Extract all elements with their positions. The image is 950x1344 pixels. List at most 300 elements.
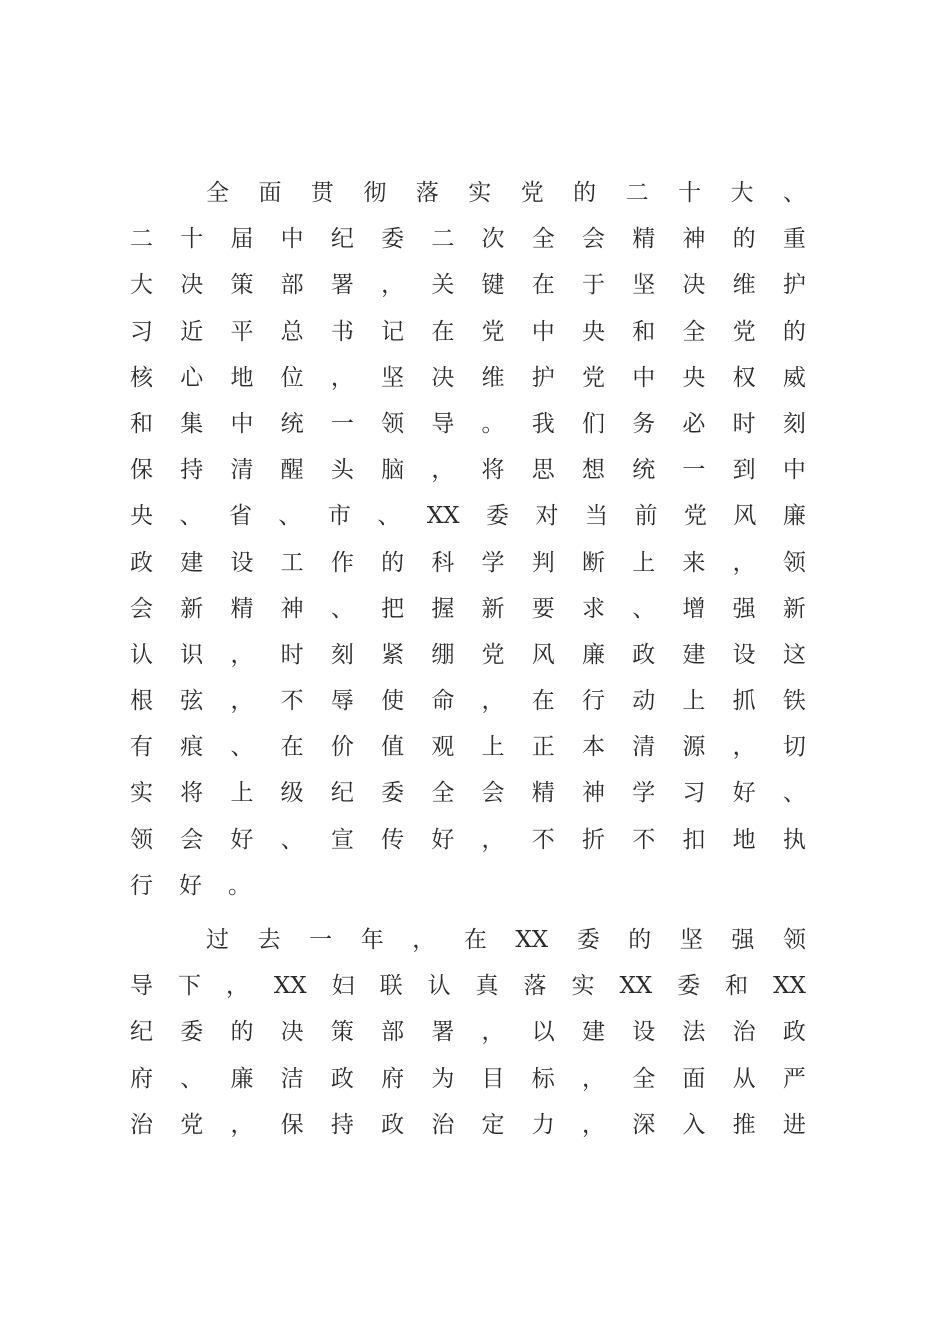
text-token: 一 (682, 457, 706, 484)
text-token: 、 (330, 595, 354, 622)
text-token: 十 (180, 226, 204, 253)
text-token: ， (412, 927, 436, 953)
text-token: 二 (130, 226, 153, 253)
text-token: ， (481, 688, 505, 715)
text-token: 正 (531, 734, 555, 761)
text-token: 神 (581, 780, 605, 807)
text-token: 当 (584, 503, 608, 530)
text-token: 设 (230, 549, 254, 576)
text-token: 进 (782, 1111, 806, 1138)
text-token: 头 (330, 457, 354, 484)
text-token: 、 (782, 780, 806, 807)
text-token: 求 (581, 595, 605, 622)
text-token: 上 (682, 688, 706, 715)
text-token: 领 (381, 410, 405, 437)
text-token: 科 (431, 549, 455, 576)
text-line (130, 1056, 806, 1102)
text-token: 键 (481, 272, 505, 299)
text-token: 去 (257, 927, 281, 953)
text-token: 全 (531, 226, 555, 253)
text-token: 、 (782, 180, 806, 206)
text-token: 领 (130, 826, 153, 853)
text-token: 价 (330, 734, 354, 761)
text-token: 绷 (431, 641, 455, 668)
text-token: 学 (632, 780, 656, 807)
text-token: 央 (682, 364, 706, 391)
text-token: XX (515, 927, 549, 953)
text-token: 大 (130, 272, 153, 299)
text-token: 清 (632, 734, 656, 761)
text-token: 、 (280, 826, 304, 853)
text-token: 策 (230, 272, 254, 299)
text-token: 党 (732, 318, 756, 345)
text-token: 设 (632, 1019, 656, 1046)
text-token: 级 (280, 780, 304, 807)
text-token: 紧 (381, 641, 405, 668)
text-token: 根 (130, 688, 153, 715)
text-token: 扣 (682, 826, 706, 853)
text-token: 的 (732, 226, 756, 253)
text-token: 风 (531, 641, 555, 668)
text-token: ， (230, 641, 254, 668)
text-token: 、 (179, 503, 203, 530)
text-token: 实 (130, 780, 153, 807)
text-token: 工 (280, 549, 304, 576)
text-token: 动 (632, 688, 656, 715)
text-token: 中 (782, 457, 806, 484)
text-token: 务 (632, 410, 656, 437)
text-token: 和 (130, 410, 153, 437)
text-token: 源 (682, 734, 706, 761)
text-token: 总 (280, 318, 304, 345)
text-token: 纪 (330, 780, 354, 807)
text-token: 过 (206, 927, 229, 953)
text-line (130, 770, 806, 816)
text-token: 法 (682, 1019, 706, 1046)
text-token: 部 (381, 1019, 405, 1046)
text-line (130, 170, 806, 216)
text-token: 全 (206, 180, 229, 206)
text-token: 坚 (632, 272, 656, 299)
text-token: 二 (625, 180, 649, 206)
text-token: 党 (481, 641, 505, 668)
text-token: 认 (130, 641, 153, 668)
text-token: 央 (581, 318, 605, 345)
text-token: 。 (228, 872, 251, 899)
text-token: XX (619, 973, 653, 1000)
text-token: 的 (230, 1019, 254, 1046)
text-token: 中 (632, 364, 656, 391)
text-token: 纪 (130, 1019, 153, 1046)
text-token: 政 (330, 1065, 354, 1092)
text-token: 和 (725, 973, 749, 1000)
text-token: 中 (280, 226, 304, 253)
text-token: 时 (732, 410, 756, 437)
text-token: 好 (732, 780, 756, 807)
text-token: 本 (581, 734, 605, 761)
text-line (130, 917, 806, 963)
text-token: 刻 (782, 410, 806, 437)
text-token: 习 (682, 780, 706, 807)
text-token: 政 (632, 641, 656, 668)
text-token: 学 (481, 549, 505, 576)
text-token: 届 (230, 226, 254, 253)
text-token: 贯 (310, 180, 334, 206)
text-line (130, 817, 806, 863)
text-token: XX (773, 973, 806, 1000)
text-token: 委 (381, 226, 405, 253)
text-token: ， (732, 734, 756, 761)
text-token: 从 (732, 1065, 756, 1092)
text-token: 部 (280, 272, 304, 299)
text-token: 不 (632, 826, 656, 853)
text-token: 目 (481, 1065, 505, 1092)
text-token: 判 (531, 549, 555, 576)
text-token: 定 (481, 1111, 505, 1138)
text-token: 护 (531, 364, 555, 391)
text-token: 政 (381, 1111, 405, 1138)
text-line (130, 309, 806, 355)
text-token: 会 (130, 595, 153, 622)
text-token: 治 (130, 1111, 153, 1138)
text-token: 保 (130, 457, 153, 484)
text-token: 委 (486, 503, 510, 530)
text-token: 心 (180, 364, 204, 391)
text-token: 彻 (363, 180, 387, 206)
text-token: 党 (180, 1111, 204, 1138)
text-line (130, 586, 806, 632)
text-token: 推 (732, 1111, 756, 1138)
text-token: 治 (732, 1019, 756, 1046)
text-line (130, 632, 806, 678)
text-line (130, 401, 806, 447)
text-line (130, 1102, 806, 1148)
text-token: 好 (431, 826, 455, 853)
text-token: ， (330, 364, 354, 391)
text-token: 面 (258, 180, 282, 206)
text-token: 我 (531, 410, 555, 437)
text-token: 执 (782, 826, 806, 853)
text-token: 全 (632, 1065, 656, 1092)
text-token: 新 (782, 595, 806, 622)
text-token: 行 (581, 688, 605, 715)
text-line (130, 493, 806, 539)
text-token: 近 (180, 318, 204, 345)
text-token: 委 (180, 1019, 204, 1046)
text-line (130, 678, 806, 724)
text-token: 习 (130, 318, 153, 345)
text-token: 在 (280, 734, 304, 761)
text-token: 切 (782, 734, 806, 761)
text-token: 党 (481, 318, 505, 345)
text-token: 时 (280, 641, 304, 668)
text-token: 纪 (330, 226, 354, 253)
text-token: 必 (682, 410, 706, 437)
text-token: 为 (431, 1065, 455, 1092)
text-token: ， (230, 1111, 254, 1138)
text-token: 廉 (782, 503, 806, 530)
text-token: 把 (381, 595, 405, 622)
text-token: 廉 (581, 641, 605, 668)
text-token: 、 (278, 503, 302, 530)
text-token: ， (381, 272, 405, 299)
text-token: 面 (682, 1065, 706, 1092)
text-token: 脑 (381, 457, 405, 484)
text-token: 神 (682, 226, 706, 253)
text-token: 新 (481, 595, 505, 622)
text-token: 导 (431, 410, 455, 437)
text-token: 关 (431, 272, 455, 299)
text-token: ， (431, 457, 455, 484)
text-token: 决 (280, 1019, 304, 1046)
text-token: XX (426, 503, 460, 530)
text-token: 铁 (782, 688, 806, 715)
text-token: 好 (179, 872, 202, 899)
paragraph-1 (130, 170, 806, 909)
text-token: 持 (330, 1111, 354, 1138)
text-token: 。 (481, 410, 505, 437)
text-token: 将 (180, 780, 204, 807)
text-token: 联 (379, 973, 403, 1000)
text-token: 领 (782, 549, 806, 576)
text-token: 要 (531, 595, 555, 622)
text-token: 政 (782, 1019, 806, 1046)
text-token: 清 (230, 457, 254, 484)
text-token: 思 (531, 457, 555, 484)
text-line (130, 216, 806, 262)
text-token: 威 (782, 364, 806, 391)
text-token: 妇 (331, 973, 355, 1000)
text-token: 坚 (381, 364, 405, 391)
text-token: 年 (360, 927, 384, 953)
text-token: 落 (523, 973, 547, 1000)
text-token: 观 (431, 734, 455, 761)
text-token: 精 (531, 780, 555, 807)
text-line (130, 963, 806, 1009)
text-token: 会 (481, 780, 505, 807)
text-token: ， (230, 688, 254, 715)
text-token: 中 (230, 410, 254, 437)
text-token: 党 (581, 364, 605, 391)
text-token: 导 (130, 973, 153, 1000)
text-token: 市 (327, 503, 351, 530)
text-token: 落 (415, 180, 439, 206)
text-token: 不 (280, 688, 304, 715)
text-token: 核 (130, 364, 153, 391)
text-token: 二 (431, 226, 455, 253)
text-token: 会 (581, 226, 605, 253)
text-token: 央 (130, 503, 153, 530)
text-token: 委 (381, 780, 405, 807)
text-token: 实 (571, 973, 595, 1000)
text-token: 省 (228, 503, 252, 530)
text-token: 到 (732, 457, 756, 484)
text-token: 新 (180, 595, 204, 622)
text-token: 全 (431, 780, 455, 807)
text-token: 使 (381, 688, 405, 715)
text-token: 想 (581, 457, 605, 484)
text-token: 集 (180, 410, 204, 437)
text-token: 建 (581, 1019, 605, 1046)
text-token: 辱 (330, 688, 354, 715)
text-token: 统 (632, 457, 656, 484)
text-token: 建 (180, 549, 204, 576)
text-token: 的 (381, 549, 405, 576)
text-token: 的 (628, 927, 652, 953)
text-token: 强 (732, 595, 756, 622)
text-token: 值 (381, 734, 405, 761)
text-token: 行 (130, 872, 153, 899)
text-token: 入 (682, 1111, 706, 1138)
text-token: 上 (230, 780, 254, 807)
text-token: 增 (682, 595, 706, 622)
text-token: 重 (782, 226, 806, 253)
text-token: 记 (381, 318, 405, 345)
text-token: 、 (180, 1065, 204, 1092)
text-token: 们 (581, 410, 605, 437)
text-token: 在 (531, 272, 555, 299)
text-token: 精 (632, 226, 656, 253)
paragraph-2 (130, 917, 806, 1148)
text-token: 不 (531, 826, 555, 853)
text-token: 好 (230, 826, 254, 853)
text-token: 署 (330, 272, 354, 299)
text-token: 在 (531, 688, 555, 715)
text-token: 于 (581, 272, 605, 299)
text-line (130, 540, 806, 586)
text-token: 署 (431, 1019, 455, 1046)
text-token: 一 (330, 410, 354, 437)
text-token: 、 (230, 734, 254, 761)
text-token: 醒 (280, 457, 304, 484)
text-token: 治 (431, 1111, 455, 1138)
text-token: 前 (634, 503, 658, 530)
text-line (130, 863, 806, 909)
text-token: 府 (130, 1065, 153, 1092)
text-token: 决 (431, 364, 455, 391)
text-token: 地 (732, 826, 756, 853)
text-token: 真 (475, 973, 499, 1000)
text-token: 精 (230, 595, 254, 622)
text-line (130, 355, 806, 401)
text-token: 持 (180, 457, 204, 484)
text-token: 、 (632, 595, 656, 622)
text-token: 痕 (180, 734, 204, 761)
text-token: 大 (730, 180, 754, 206)
text-token: 深 (632, 1111, 656, 1138)
text-token: 传 (381, 826, 405, 853)
text-token: 次 (481, 226, 505, 253)
text-token: 折 (581, 826, 605, 853)
text-token: 以 (531, 1019, 555, 1046)
text-token: 护 (782, 272, 806, 299)
text-token: ， (481, 826, 505, 853)
text-line (130, 724, 806, 770)
text-token: 洁 (280, 1065, 304, 1092)
text-token: 委 (677, 973, 701, 1000)
text-token: 平 (230, 318, 254, 345)
text-token: 一 (309, 927, 333, 953)
text-token: ， (581, 1111, 605, 1138)
text-token: 的 (573, 180, 597, 206)
text-token: ， (481, 1019, 505, 1046)
text-token: 政 (130, 549, 153, 576)
text-token: 、 (377, 503, 401, 530)
text-token: 全 (682, 318, 706, 345)
text-token: 在 (463, 927, 487, 953)
text-token: 作 (330, 549, 354, 576)
text-token: 的 (782, 318, 806, 345)
text-token: 党 (683, 503, 707, 530)
text-token: 将 (481, 457, 505, 484)
text-token: 断 (581, 549, 605, 576)
text-token: 对 (535, 503, 559, 530)
text-token: 设 (732, 641, 756, 668)
text-line (130, 1009, 806, 1055)
text-token: 有 (130, 734, 153, 761)
text-token: 来 (682, 549, 706, 576)
text-token: 刻 (330, 641, 354, 668)
text-token: 实 (468, 180, 492, 206)
text-token: 十 (678, 180, 702, 206)
text-token: 维 (732, 272, 756, 299)
text-token: 会 (180, 826, 204, 853)
text-token: ， (225, 973, 249, 1000)
text-token: 决 (180, 272, 204, 299)
text-token: XX (273, 973, 307, 1000)
text-token: 领 (782, 927, 806, 953)
text-token: 决 (682, 272, 706, 299)
text-token: 在 (431, 318, 455, 345)
text-token: 坚 (679, 927, 703, 953)
text-token: 下 (177, 973, 201, 1000)
text-token: 委 (576, 927, 600, 953)
text-token: 识 (180, 641, 204, 668)
text-token: 府 (381, 1065, 405, 1092)
text-token: 上 (481, 734, 505, 761)
text-line (130, 262, 806, 308)
text-token: 强 (731, 927, 755, 953)
text-token: 建 (682, 641, 706, 668)
text-token: 廉 (230, 1065, 254, 1092)
text-token: 弦 (180, 688, 204, 715)
text-token: 力 (531, 1111, 555, 1138)
text-token: 认 (427, 973, 451, 1000)
text-token: 这 (782, 641, 806, 668)
text-token: 严 (782, 1065, 806, 1092)
text-token: 中 (531, 318, 555, 345)
text-token: 抓 (732, 688, 756, 715)
text-token: ， (581, 1065, 605, 1092)
text-token: 地 (230, 364, 254, 391)
text-token: 权 (732, 364, 756, 391)
text-line (130, 447, 806, 493)
text-token: 神 (280, 595, 304, 622)
text-token: 党 (520, 180, 544, 206)
text-token: 上 (632, 549, 656, 576)
text-token: 命 (431, 688, 455, 715)
text-token: 和 (632, 318, 656, 345)
text-token: 风 (733, 503, 757, 530)
text-token: 位 (280, 364, 304, 391)
text-token: ， (732, 549, 756, 576)
text-token: 保 (280, 1111, 304, 1138)
text-token: 维 (481, 364, 505, 391)
text-token: 策 (330, 1019, 354, 1046)
text-token: 握 (431, 595, 455, 622)
text-token: 书 (330, 318, 354, 345)
text-token: 标 (531, 1065, 555, 1092)
